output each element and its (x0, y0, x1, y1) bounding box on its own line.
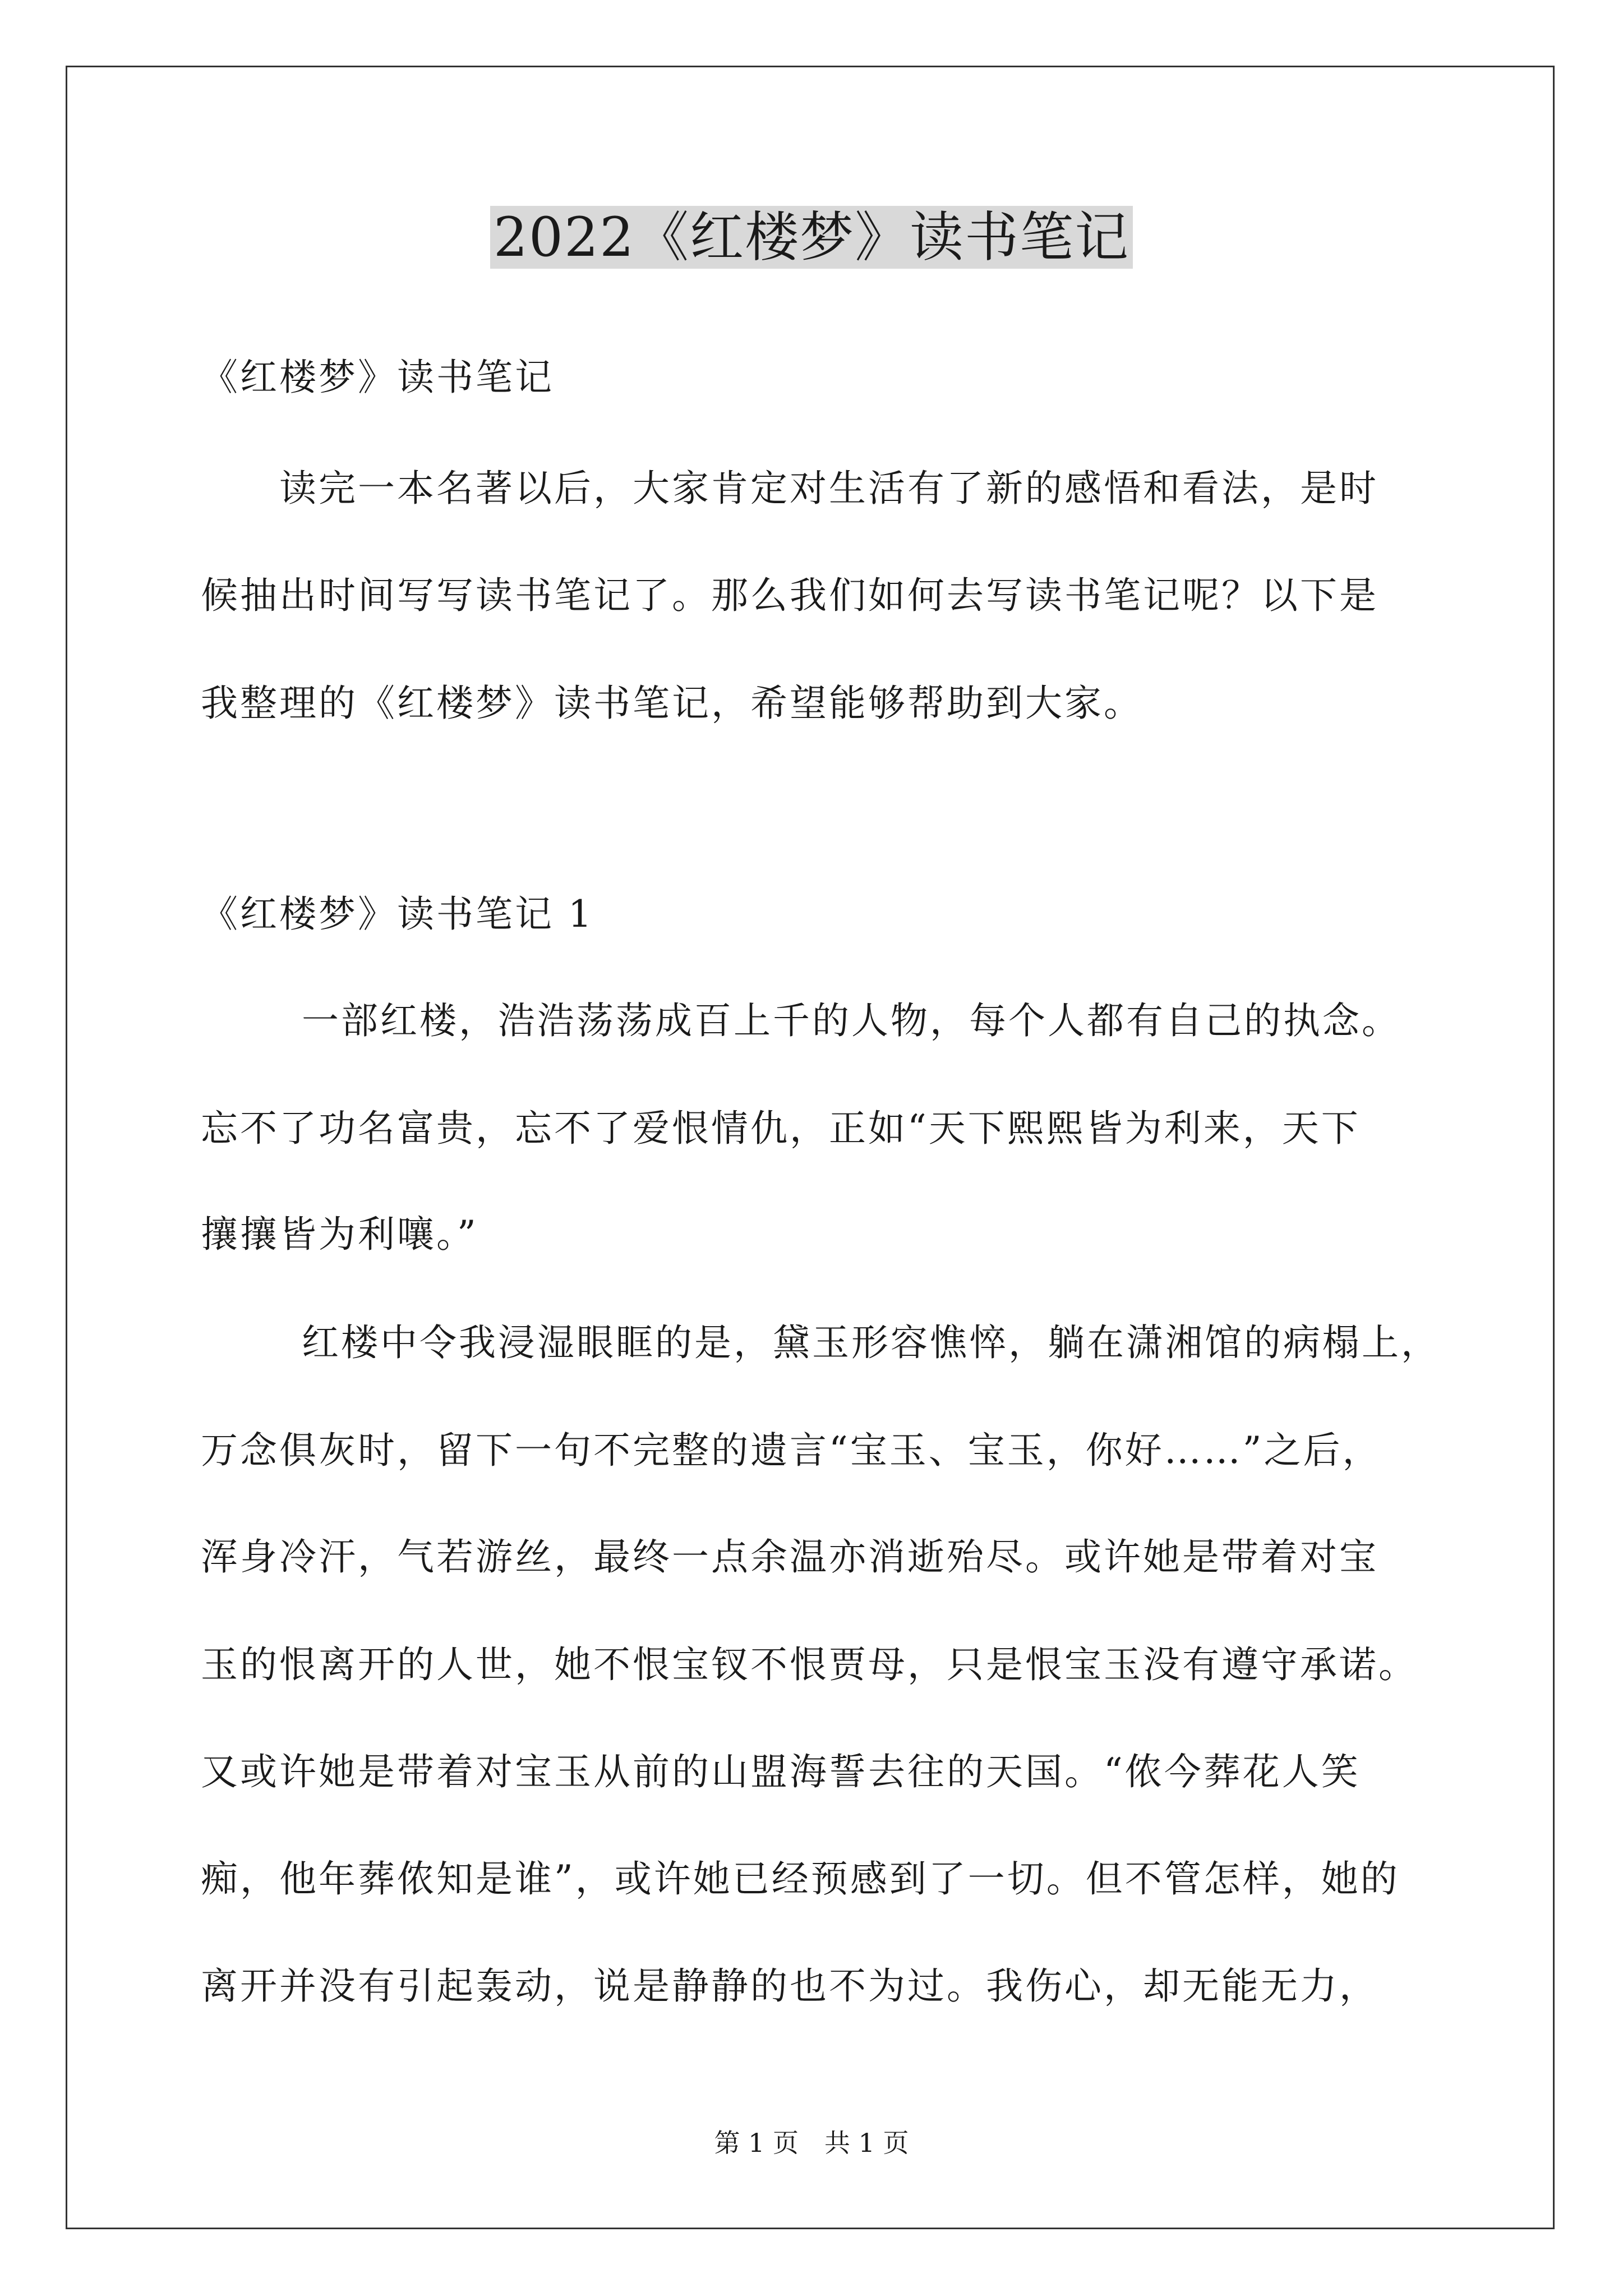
intro-line: 候抽出时间写写读书笔记了。那么我们如何去写读书笔记呢？以下是 (201, 574, 1378, 617)
paragraph-line: 又或许她是带着对宝玉从前的山盟海誓去往的天国。“侬今葬花人笑 (201, 1750, 1361, 1793)
paragraph-line: 痴，他年葬侬知是谁”，或许她已经预感到了一切。但不管怎样，她的 (201, 1857, 1400, 1901)
paragraph-line: 攘攘皆为利嚷。” (201, 1213, 478, 1256)
document-title (0, 201, 1623, 274)
document-title-text: 2022《红楼梦》读书笔记 (490, 206, 1133, 269)
intro-line: 读完一本名著以后，大家肯定对生活有了新的感悟和看法，是时 (279, 467, 1378, 510)
paragraph-line: 一部红楼，浩浩荡荡成百上千的人物，每个人都有自己的执念。 (302, 999, 1401, 1042)
paragraph-line: 浑身冷汗，气若游丝，最终一点余温亦消逝殆尽。或许她是带着对宝 (201, 1535, 1378, 1579)
section-heading: 《红楼梦》读书笔记 1 (201, 892, 594, 936)
paragraph-line: 红楼中令我浸湿眼眶的是，黛玉形容憔悴，躺在潇湘馆的病榻上， (302, 1321, 1440, 1364)
subtitle: 《红楼梦》读书笔记 (201, 356, 554, 399)
intro-line: 我整理的《红楼梦》读书笔记，希望能够帮助到大家。 (201, 682, 1143, 725)
page-footer: 第 1 页 共 1 页 (714, 2128, 909, 2158)
paragraph-line: 忘不了功名富贵，忘不了爱恨情仇，正如“天下熙熙皆为利来，天下 (201, 1107, 1361, 1150)
paragraph-line: 万念俱灰时，留下一句不完整的遗言“宝玉、宝玉，你好……”之后， (201, 1429, 1382, 1472)
paragraph-line: 玉的恨离开的人世，她不恨宝钗不恨贾母，只是恨宝玉没有遵守承诺。 (201, 1643, 1418, 1686)
paragraph-line: 离开并没有引起轰动，说是静静的也不为过。我伤心，却无能无力， (201, 1964, 1378, 2008)
